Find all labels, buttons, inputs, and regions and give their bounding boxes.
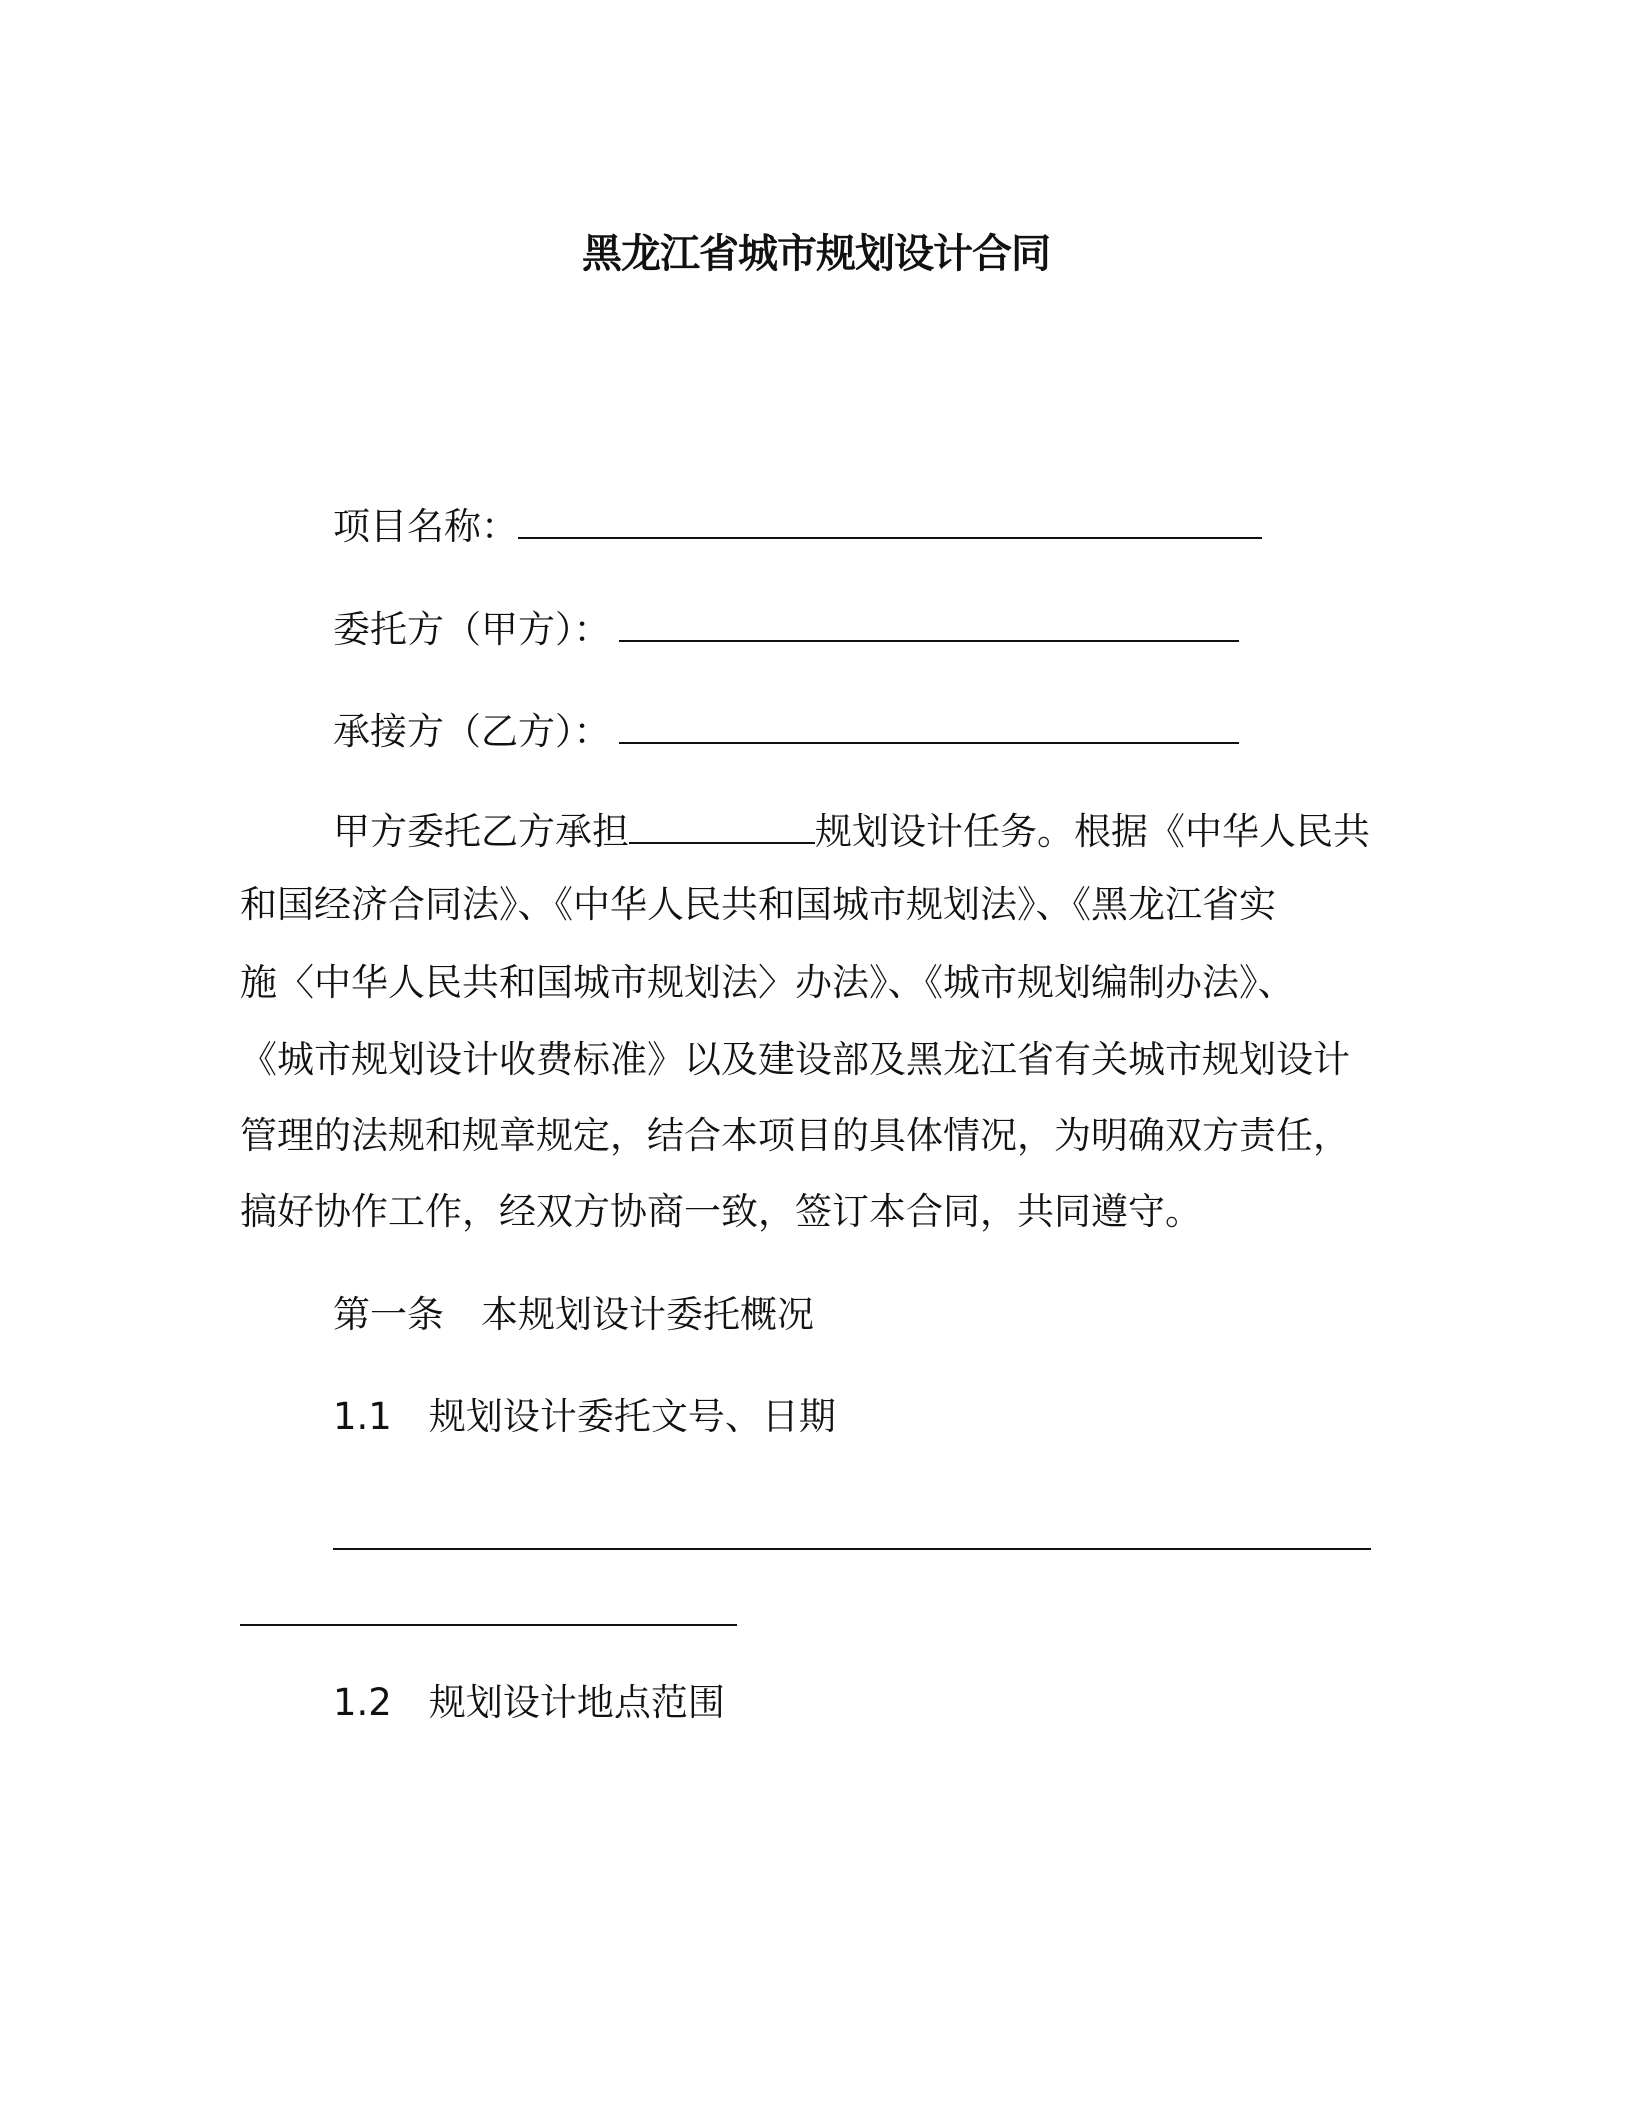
project-name-blank[interactable] — [518, 499, 1262, 539]
article-1-heading: 第一条 本规划设计委托概况 — [333, 1293, 814, 1336]
client-label: 委托方（甲方）： — [333, 608, 611, 651]
preamble-line-2: 和国经济合同法》、《中华人民共和国城市规划法》、《黑龙江省实 — [240, 883, 1276, 926]
task-blank[interactable] — [629, 804, 815, 844]
document-title: 黑龙江省城市规划设计合同 — [582, 231, 1050, 277]
preamble-line-3: 施〈中华人民共和国城市规划法〉办法》、《城市规划编制办法》、 — [240, 961, 1295, 1004]
preamble-line-6: 搞好协作工作，经双方协商一致，签订本合同，共同遵守。 — [240, 1190, 1202, 1233]
contractor-blank[interactable] — [619, 704, 1239, 744]
project-name-label: 项目名称： — [333, 505, 518, 548]
preamble-line-5: 管理的法规和规章规定，结合本项目的具体情况，为明确双方责任， — [240, 1114, 1350, 1157]
preamble-text: 甲方委托乙方承担 — [333, 810, 629, 853]
contractor-row — [333, 704, 1239, 757]
contractor-label: 承接方（乙方）： — [333, 710, 611, 753]
project-name-row — [333, 499, 1262, 552]
preamble-line-1 — [333, 804, 1370, 857]
preamble-text: 规划设计任务。根据《中华人民共 — [815, 810, 1370, 853]
item-1-1-blank-line-1[interactable] — [333, 1548, 1371, 1550]
client-row — [333, 602, 1239, 655]
item-1-2: 1.2 规划设计地点范围 — [333, 1681, 725, 1724]
item-1-1-blank-line-2[interactable] — [240, 1624, 737, 1626]
client-blank[interactable] — [619, 602, 1239, 642]
item-1-1: 1.1 规划设计委托文号、日期 — [333, 1395, 836, 1438]
preamble-line-4: 《城市规划设计收费标准》以及建设部及黑龙江省有关城市规划设计 — [240, 1038, 1350, 1081]
